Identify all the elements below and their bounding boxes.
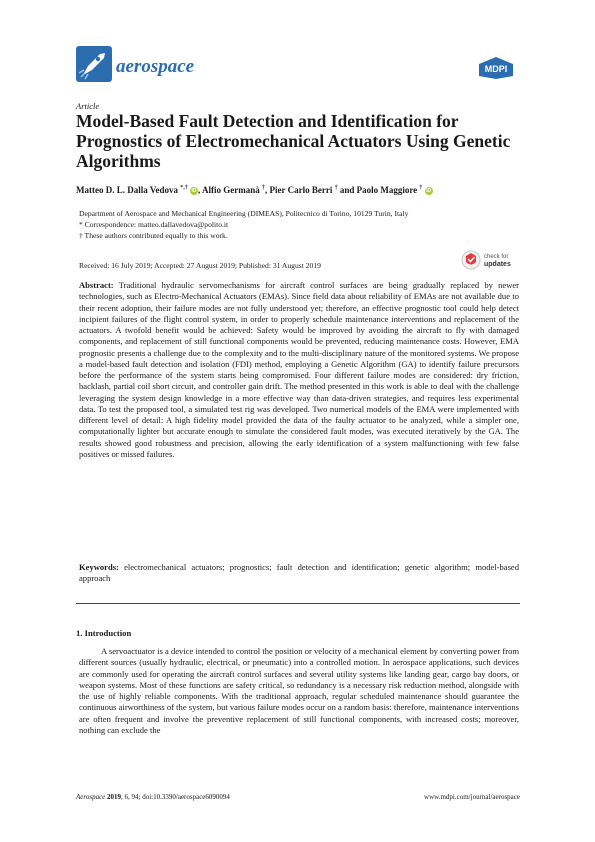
footer-journal: Aerospace	[76, 793, 106, 801]
author-affil-mark: †	[334, 185, 338, 191]
author-name: Alfio Germanà	[202, 185, 260, 195]
author-name: Paolo Maggiore	[356, 185, 418, 195]
section-body: A servoactuator is a device intended to control the position or velocity of a mechanical element by converting power from different sources (usually hydraulic, electrical, or pneumatic) into a controlled motion. In aerospace applications, such devices are commonly used for operating the aircraft control surfaces and several utility systems like landing gear, cargo bay doors, or weapon systems. Most of these functions are safety critical, so redundancy is a necessary risk reduction method, alongside with the use of highly reliable components. With the traditional approach, regular scheduled maintenance should guarantee the continuous airworthiness of the system, but various failure modes occur on a random basis: therefore, maintenance interventions are often frequent and involve the preventive replacement of still functional components, with increased costs; moreover, nothing can exclude the	[79, 646, 519, 735]
author-affil-mark: †	[262, 185, 266, 191]
checkbadge-line1: check for	[484, 254, 509, 260]
author-affil-mark: †	[419, 185, 423, 191]
author-affil-mark: *,†	[180, 185, 188, 191]
publisher-name: MDPI	[484, 64, 508, 74]
keywords-label: Keywords:	[79, 562, 119, 572]
footer-url[interactable]: www.mdpi.com/journal/aerospace	[424, 793, 520, 801]
journal-name: aerospace	[116, 56, 195, 77]
orcid-icon[interactable]: iD	[191, 188, 197, 194]
section-heading: 1. Introduction	[76, 628, 132, 638]
keywords-text: electromechanical actuators; prognostics; fault detection and identification; genetic algorithm; model-based approach	[79, 562, 519, 584]
author-name: Matteo D. L. Dalla Vedova	[76, 185, 178, 195]
footer-year: 2019	[107, 793, 122, 801]
footer-citation	[76, 793, 230, 801]
mdpi-logo-icon	[476, 56, 516, 80]
abstract-text: Traditional hydraulic servomechanisms for aircraft control surfaces are being gradually replaced by newer technologies, such as Electro-Mechanical Actuators (EMAs). Since field data about reliability of EMAs are not available due to their recent adoption, their failure modes are not fully understood yet; therefore, an effective prognostic tool could help detect incipient failures of the flight control system, in order to properly schedule maintenance interventions and replacement of the actuators. A twofold benefit would be achieved: Safety would be improved by avoiding the aircraft to fly with damaged components, and replacement of still functional components would be prevented, reducing maintenance costs. However, EMA prognostic presents a challenge due to the complexity and to the multi-disciplinary nature of the monitored systems. We propose a model-based fault detection and isolation (FDI) method, employing a Genetic Algorithm (GA) to identify failure precursors before the performance of the system starts being compromised. Four different failure modes are considered: dry friction, backlash, partial coil short circuit, and controller gain drift. The method presented in this work is able to deal with the challenge leveraging the system design knowledge in a more effective way than data-driven strategies, and requires less experimental data. To test the proposed tool, a simulated test rig was developed. Two numerical models of the EMA were implemented with different level of detail: A high fidelity model provided the data of the faulty actuator to be analyzed, while a simpler one, computationally lighter but accurate enough to simulate the considered fault modes, was executed iteratively by the GA. The results showed good robustness and precision, allowing the early identification of a system malfunctioning with few false positives or missed failures.	[79, 280, 520, 459]
orcid-icon[interactable]: iD	[426, 188, 432, 194]
affiliation: Department of Aerospace and Mechanical Engineering (DIMEAS), Politecnico di Torino, 10129 Turin, Italy	[79, 209, 409, 218]
abstract	[79, 280, 519, 460]
publication-dates: Received: 16 July 2019; Accepted: 27 August 2019; Published: 31 August 2019	[79, 261, 321, 270]
abstract-label: Abstract:	[79, 280, 114, 290]
article-title: Model-Based Fault Detection and Identification for Prognostics of Electromechanical Actuators Using Genetic Algorithms	[76, 111, 511, 171]
journal-logo-icon	[76, 46, 112, 82]
keywords	[79, 562, 519, 585]
author-name: Pier Carlo Berri	[269, 185, 333, 195]
footer-ref: , 6, 94; doi:10.3390/aerospace6090094	[121, 793, 230, 801]
equal-contribution-note: † These authors contributed equally to this work.	[79, 231, 228, 241]
author-list: Matteo D. L. Dalla Vedova *,† iD , Alfio Germanà †, Pier Carlo Berri † and Paolo Maggiore † iD	[76, 185, 432, 195]
checkbadge-line2: updates	[484, 261, 511, 268]
article-type: Article	[76, 101, 100, 111]
correspondence: * Correspondence: matteo.dallavedova@polito.it	[79, 220, 229, 230]
section-divider	[76, 603, 520, 604]
check-updates-icon[interactable]	[461, 249, 525, 271]
affiliation-block	[79, 208, 529, 242]
